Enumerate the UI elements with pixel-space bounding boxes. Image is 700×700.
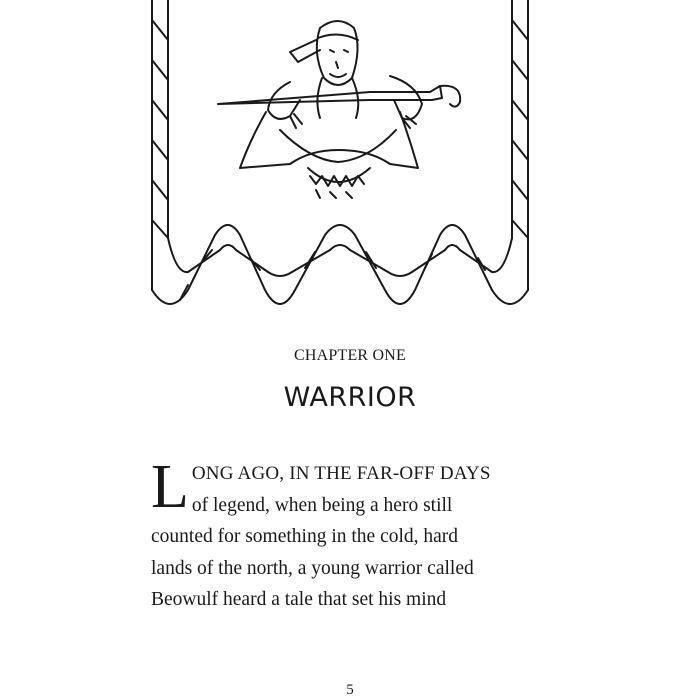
- warrior-banner-illustration: [140, 0, 540, 330]
- chapter-title: WARRIOR: [283, 382, 417, 413]
- text-line: lands of the north, a young warrior called: [151, 557, 474, 579]
- chapter-label: CHAPTER ONE: [294, 347, 406, 364]
- page-number: 5: [346, 682, 354, 698]
- text-line: of legend, when being a hero still: [191, 494, 453, 516]
- first-line-caps: ONG AGO, IN THE FAR-OFF DAYS: [191, 463, 491, 484]
- text-line: counted for something in the cold, hard: [151, 526, 459, 547]
- text-line: Beowulf heard a tale that set his mind: [151, 589, 447, 610]
- drop-cap: L: [151, 453, 189, 521]
- body-paragraph: [151, 453, 571, 616]
